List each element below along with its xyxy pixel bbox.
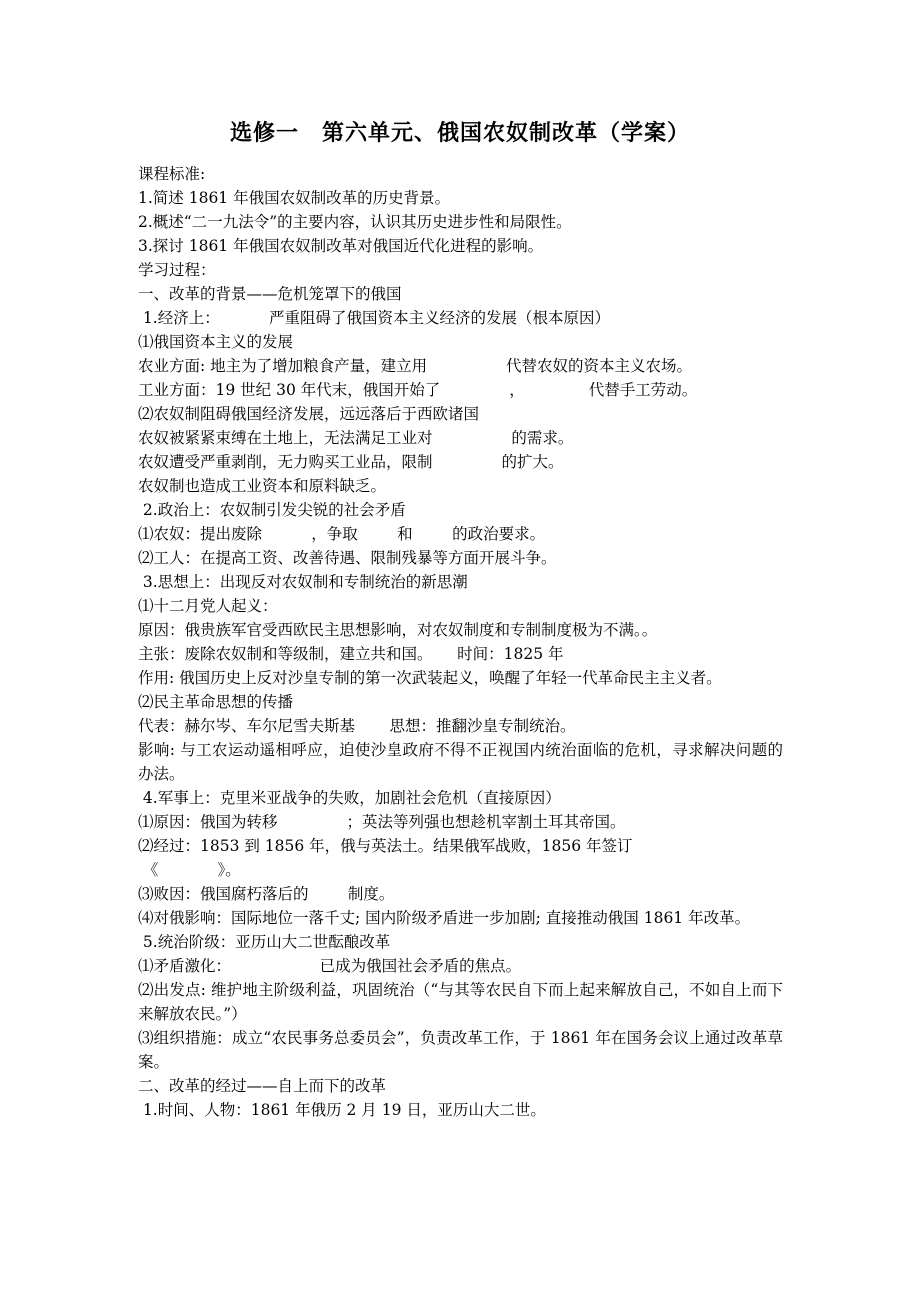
starting-point: ⑵出发点: 维护地主阶级利益，巩固统治（“与其等农民自下而上起来解放自己，不如自上而下来解放农民。”） [138, 981, 783, 1023]
democratic-representatives: 代表：赫尔岑、车尔尼雪夫斯基 思想：推翻沙皇专制统治。 [138, 717, 576, 735]
politics-point: 2.政治上：农奴制引发尖锐的社会矛盾 [138, 501, 406, 519]
standard-item-1: 1.简述 1861 年俄国农奴制改革的历史背景。 [138, 189, 451, 207]
capital-shortage-line: 农奴制也造成工业资本和原料缺乏。 [138, 477, 387, 495]
war-impact: ⑷对俄影响：国际地位一落千丈; 国内阶级矛盾进一步加剧; 直接推动俄国 1861 年改革。 [138, 909, 751, 927]
conflict-intensified: ⑴矛盾激化： 已成为俄国社会矛盾的焦点。 [138, 957, 522, 975]
democratic-thought-heading: ⑵民主革命思想的传播 [138, 693, 294, 711]
serf-demands: ⑴农奴：提出废除 ，争取 和 的政治要求。 [138, 525, 546, 543]
agriculture-line: 农业方面: 地主为了增加粮食产量，建立用 代替农奴的资本主义农场。 [138, 357, 692, 375]
treaty-blank: 《 》。 [138, 861, 241, 879]
time-and-person: 1.时间、人物：1861 年俄历 2 月 19 日，亚历山大二世。 [138, 1101, 546, 1119]
decembrist-claim: 主张：废除农奴制和等级制，建立共和国。 时间：1825 年 [138, 645, 564, 663]
industry-line: 工业方面：19 世纪 30 年代末，俄国开始了 ， 代替手工劳动。 [138, 381, 698, 399]
market-line: 农奴遭受严重剥削，无力购买工业品，限制 的扩大。 [138, 453, 564, 471]
document-body [138, 162, 783, 1122]
document-title: 选修一 第六单元、俄国农奴制改革（学案） [229, 121, 690, 146]
standard-item-3: 3.探讨 1861 年俄国农奴制改革对俄国近代化进程的影响。 [138, 237, 544, 255]
thought-point: 3.思想上：出现反对农奴制和专制统治的新思潮 [138, 573, 468, 591]
decembrist-cause: 原因：俄贵族军官受西欧民主思想影响，对农奴制度和专制制度极为不满。。 [138, 621, 658, 639]
decembrist-effect: 作用: 俄国历史上反对沙皇专制的第一次武装起义，唤醒了年轻一代革命民主主义者。 [138, 669, 722, 687]
defeat-cause: ⑶败因：俄国腐朽落后的 制度。 [138, 885, 395, 903]
serfdom-hinders: ⑵农奴制阻碍俄国经济发展，远远落后于西欧诸国 [138, 405, 480, 423]
section-label-curriculum: 课程标准: [138, 165, 206, 183]
worker-struggle: ⑵工人：在提高工资、改善待遇、限制残暴等方面开展斗争。 [138, 549, 557, 567]
organizational-measures: ⑶组织措施：成立“农民事务总委员会”，负责改革工作，于 1861 年在国务会议上通过改革草案。 [138, 1029, 783, 1071]
war-course: ⑵经过：1853 到 1856 年，俄与英法土。结果俄军战败，1856 年签订 [138, 837, 633, 855]
heading-process: 二、改革的经过——自上而下的改革 [138, 1077, 387, 1095]
war-cause: ⑴原因：俄国为转移 ；英法等列强也想趁机宰割土耳其帝国。 [138, 813, 626, 831]
labor-demand-line: 农奴被紧紧束缚在土地上，无法满足工业对 的需求。 [138, 429, 574, 447]
ruling-class-point: 5.统治阶级：亚历山大二世酝酿改革 [138, 933, 391, 951]
democratic-influence: 影响: 与工农运动遥相呼应，迫使沙皇政府不得不正视国内统治面临的危机，寻求解决问题的办法。 [138, 741, 783, 783]
standard-item-2: 2.概述“二一九法令”的主要内容，认识其历史进步性和局限性。 [138, 213, 572, 231]
section-label-process: 学习过程： [138, 261, 216, 279]
economy-point: 1.经济上： 严重阻碍了俄国资本主义经济的发展（根本原因） [138, 309, 610, 327]
capitalism-development: ⑴俄国资本主义的发展 [138, 333, 294, 351]
military-point: 4.军事上：克里米亚战争的失败，加剧社会危机（直接原因） [138, 789, 561, 807]
heading-background: 一、改革的背景——危机笼罩下的俄国 [138, 285, 402, 303]
decembrist-heading: ⑴十二月党人起义： [138, 597, 278, 615]
